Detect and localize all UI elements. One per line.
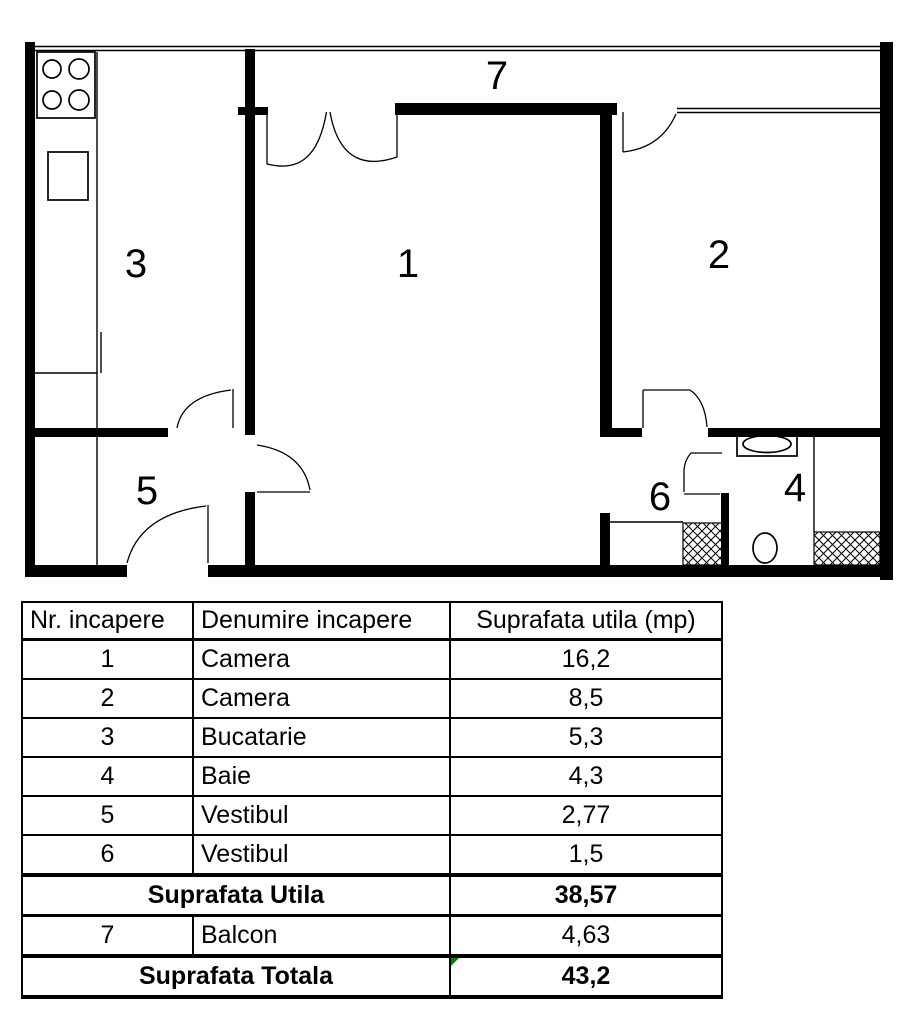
- table-header-row: [22, 602, 722, 640]
- room-label-camera-2: 2: [707, 233, 731, 277]
- stove-burner-1: [43, 60, 61, 78]
- camera2-window: [677, 109, 881, 113]
- wall-bottom-right: [208, 565, 893, 577]
- wall-bottom-left: [25, 565, 127, 577]
- balcony-front-window: [30, 47, 882, 51]
- wall-right: [880, 42, 893, 580]
- stove-burner-2: [69, 59, 89, 79]
- total-row: [22, 956, 722, 997]
- room-nr: 6: [22, 835, 193, 875]
- room-name: Balcon: [193, 916, 450, 957]
- room-name: Baie: [193, 757, 450, 796]
- room-label-vestibul-6: 6: [648, 475, 672, 519]
- room-label-vestibul-5: 5: [135, 469, 159, 513]
- table-row: [22, 640, 722, 680]
- wall-camera2-bottom-left: [600, 428, 642, 437]
- room-name: Vestibul: [193, 796, 450, 835]
- stove-burner-3: [43, 91, 61, 109]
- wall-kitchen-lower: [245, 492, 255, 567]
- room-nr: 3: [22, 718, 193, 757]
- table-row: [22, 835, 722, 875]
- duct-shaft-left: [683, 523, 722, 565]
- room-name: Camera: [193, 640, 450, 680]
- room-label-balcon: 7: [485, 54, 509, 98]
- camera2-balcony-door: [623, 112, 676, 152]
- total-label: Suprafata Totala: [22, 956, 450, 997]
- header-denumire-incapere: Denumire incapere: [193, 602, 450, 640]
- header-nr-incapere: Nr. incapere: [22, 602, 193, 640]
- wall-camera1-camera2: [600, 103, 612, 433]
- table-row: [22, 796, 722, 835]
- room-nr: 7: [22, 916, 193, 957]
- room-nr: 1: [22, 640, 193, 680]
- room-name: Vestibul: [193, 835, 450, 875]
- header-suprafata-utila: Suprafata utila (mp): [450, 602, 722, 640]
- room-label-baie: 4: [783, 466, 807, 510]
- subtotal-value: 38,57: [450, 875, 722, 916]
- subtotal-row: [22, 875, 722, 916]
- wall-camera1-vestibul6: [600, 513, 610, 567]
- room-nr: 5: [22, 796, 193, 835]
- table-row: [22, 718, 722, 757]
- duct-shaft-right: [814, 532, 880, 565]
- wall-kitchen-upper: [245, 49, 255, 435]
- toilet: [753, 533, 777, 563]
- room-nr: 2: [22, 679, 193, 718]
- room-area: 4,3: [450, 757, 722, 796]
- total-value: [450, 956, 722, 997]
- room-area: 4,63: [450, 916, 722, 957]
- balcony-double-door: [267, 112, 397, 166]
- room-name: Camera: [193, 679, 450, 718]
- table-row: [22, 757, 722, 796]
- stove-burner-4: [69, 90, 89, 110]
- room-area: 5,3: [450, 718, 722, 757]
- kitchen-door: [177, 389, 233, 428]
- bath-sink-basin: [743, 436, 791, 453]
- balcony-row: [22, 916, 722, 957]
- room-label-bucatarie: 3: [124, 242, 148, 286]
- balcony-wall: [395, 103, 617, 115]
- room-areas-table: [21, 601, 723, 999]
- room-label-camera-1: 1: [396, 242, 420, 286]
- room-area: 16,2: [450, 640, 722, 680]
- cell-comment-marker: [451, 958, 459, 966]
- wall-left: [25, 42, 35, 577]
- room-name: Bucatarie: [193, 718, 450, 757]
- entrance-door: [127, 505, 208, 563]
- room-area: 1,5: [450, 835, 722, 875]
- total-value-text: 43,2: [561, 962, 611, 990]
- room-area: 2,77: [450, 796, 722, 835]
- vestibul-camera1-door: [257, 445, 310, 492]
- camera2-vestibul6-door: [643, 390, 707, 428]
- room-area: 8,5: [450, 679, 722, 718]
- kitchen-sink: [48, 152, 88, 200]
- room-nr: 4: [22, 757, 193, 796]
- subtotal-label: Suprafata Utila: [22, 875, 450, 916]
- table-row: [22, 679, 722, 718]
- baie-door: [684, 453, 722, 494]
